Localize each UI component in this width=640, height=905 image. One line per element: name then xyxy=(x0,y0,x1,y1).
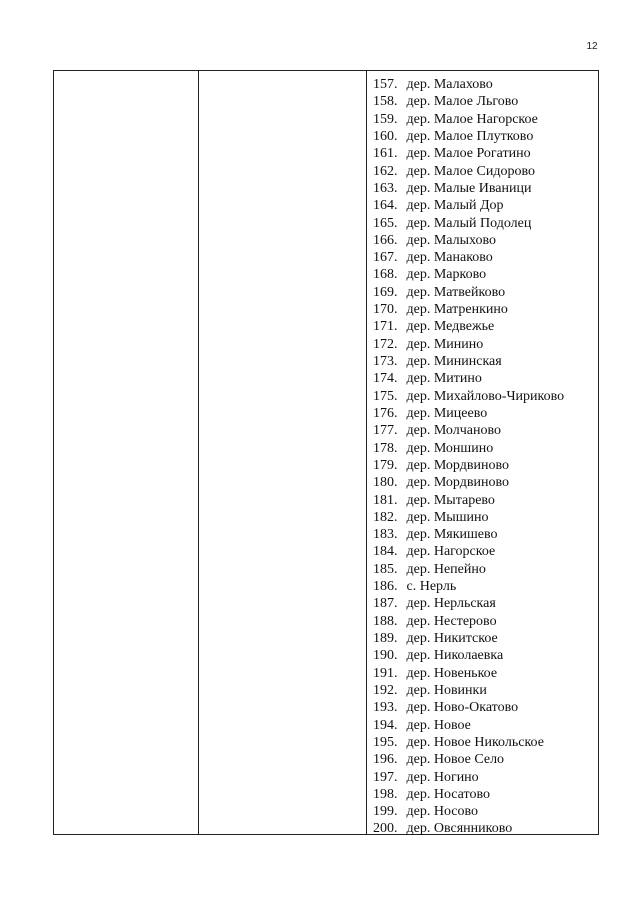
settlement-entry xyxy=(373,422,598,439)
settlement-entry xyxy=(373,769,598,786)
settlement-entry xyxy=(373,613,598,630)
settlement-number: 190. xyxy=(373,648,398,664)
settlement-entry xyxy=(373,232,598,249)
settlement-number: 173. xyxy=(373,354,398,369)
settlements-list xyxy=(373,76,598,838)
settlement-number: 163. xyxy=(373,180,398,196)
settlement-entry xyxy=(373,93,598,110)
settlement-entry xyxy=(373,388,598,405)
settlement-name: дер. Мышино xyxy=(406,509,489,525)
settlement-entry xyxy=(373,128,598,145)
settlement-number: 189. xyxy=(373,631,398,646)
settlement-number: 187. xyxy=(373,596,398,612)
settlement-number: 162. xyxy=(373,163,398,179)
settlement-name: дер. Малыхово xyxy=(406,232,496,248)
settlement-number: 164. xyxy=(373,198,398,214)
settlement-name: дер. Матренкино xyxy=(406,302,508,318)
settlement-name: дер. Молчаново xyxy=(406,423,501,439)
settlement-entry xyxy=(373,457,598,474)
settlement-entry xyxy=(373,786,598,803)
settlement-name: дер. Малое Льгово xyxy=(406,94,519,110)
settlement-entry xyxy=(373,301,598,318)
settlement-name: дер. Малый Подолец xyxy=(406,215,532,231)
settlement-entry xyxy=(373,543,598,560)
settlement-name: дер. Марково xyxy=(406,267,487,283)
settlement-name: дер. Новинки xyxy=(406,682,487,698)
settlement-entry xyxy=(373,284,598,301)
settlement-entry xyxy=(373,820,598,837)
settlement-name: дер. Малые Иваници xyxy=(406,180,532,196)
settlement-name: дер. Малое Рогатино xyxy=(406,146,531,162)
settlement-name: дер. Мякишево xyxy=(406,527,498,543)
settlement-number: 199. xyxy=(373,804,398,820)
settlement-number: 177. xyxy=(373,423,398,439)
settlement-entry xyxy=(373,197,598,214)
settlement-number: 193. xyxy=(373,700,398,716)
settlement-entry xyxy=(373,751,598,768)
settlement-name: дер. Малое Плутково xyxy=(406,128,534,144)
settlement-name: дер. Мининская xyxy=(406,354,502,369)
settlement-entry xyxy=(373,647,598,664)
settlement-number: 197. xyxy=(373,769,398,785)
settlement-name: дер. Носово xyxy=(406,804,479,820)
settlement-entry xyxy=(373,717,598,734)
settlement-number: 194. xyxy=(373,717,398,733)
settlement-number: 161. xyxy=(373,146,398,162)
settlement-entry xyxy=(373,215,598,232)
settlement-number: 184. xyxy=(373,544,398,560)
settlement-name: дер. Михайлово-Чириково xyxy=(406,388,565,404)
settlement-number: 178. xyxy=(373,440,398,456)
settlement-number: 180. xyxy=(373,475,398,491)
settlement-number: 166. xyxy=(373,232,398,248)
settlement-name: дер. Мордвиново xyxy=(406,475,509,491)
settlement-name: дер. Нерльская xyxy=(406,596,496,612)
settlement-entry xyxy=(373,682,598,699)
settlement-number: 186. xyxy=(373,579,398,595)
settlements-table xyxy=(53,70,599,835)
settlement-number: 171. xyxy=(373,319,398,335)
settlement-number: 168. xyxy=(373,267,398,283)
settlement-entry xyxy=(373,699,598,716)
settlement-name: дер. Малое Нагорское xyxy=(406,111,538,127)
settlement-entry xyxy=(373,180,598,197)
settlement-number: 195. xyxy=(373,734,398,750)
settlement-name: дер. Ногино xyxy=(406,769,479,785)
settlement-name: дер. Новое Село xyxy=(406,752,505,768)
settlement-entry xyxy=(373,336,598,353)
settlement-entry xyxy=(373,145,598,162)
settlement-entry xyxy=(373,163,598,180)
settlement-number: 158. xyxy=(373,94,398,110)
settlement-number: 176. xyxy=(373,405,398,421)
page-number: 12 xyxy=(586,41,598,52)
settlement-number: 196. xyxy=(373,752,398,768)
settlement-name: дер. Малое Сидорово xyxy=(406,163,535,179)
settlement-name: дер. Носатово xyxy=(406,786,490,802)
settlement-number: 167. xyxy=(373,250,398,266)
settlement-number: 198. xyxy=(373,786,398,802)
settlements-list-column xyxy=(367,71,598,837)
settlement-name: дер. Матвейково xyxy=(406,284,506,300)
settlement-number: 192. xyxy=(373,682,398,698)
settlement-number: 200. xyxy=(373,821,398,837)
settlement-name: дер. Манаково xyxy=(406,250,493,266)
settlement-name: дер. Новенькое xyxy=(406,665,498,681)
settlement-number: 181. xyxy=(373,492,398,508)
settlement-name: дер. Новое Никольское xyxy=(406,734,544,750)
settlement-entry xyxy=(373,76,598,93)
settlement-entry xyxy=(373,734,598,751)
settlement-number: 157. xyxy=(373,77,398,92)
settlement-name: дер. Медвежье xyxy=(406,319,495,335)
settlement-name: дер. Минино xyxy=(406,336,484,352)
table-column-empty-1 xyxy=(54,71,199,834)
settlement-entry xyxy=(373,474,598,491)
settlement-number: 191. xyxy=(373,665,398,681)
settlement-entry xyxy=(373,561,598,578)
settlement-number: 159. xyxy=(373,111,398,127)
settlement-number: 170. xyxy=(373,302,398,318)
settlement-number: 160. xyxy=(373,128,398,144)
settlement-name: дер. Непейно xyxy=(406,561,486,577)
settlement-entry xyxy=(373,405,598,422)
settlement-entry xyxy=(373,595,598,612)
table-column-empty-2 xyxy=(199,71,367,834)
settlement-name: дер. Мытарево xyxy=(406,492,495,508)
settlement-number: 183. xyxy=(373,527,398,543)
settlement-name: дер. Нестерово xyxy=(406,613,497,629)
settlement-number: 179. xyxy=(373,457,398,473)
settlement-entry xyxy=(373,803,598,820)
settlement-name: дер. Николаевка xyxy=(406,648,504,664)
settlement-number: 169. xyxy=(373,284,398,300)
settlement-name: дер. Нагорское xyxy=(406,544,496,560)
settlement-entry xyxy=(373,111,598,128)
settlement-number: 188. xyxy=(373,613,398,629)
settlement-entry xyxy=(373,353,598,370)
settlement-number: 165. xyxy=(373,215,398,231)
settlement-number: 175. xyxy=(373,388,398,404)
settlement-entry xyxy=(373,318,598,335)
settlement-entry xyxy=(373,249,598,266)
settlement-number: 182. xyxy=(373,509,398,525)
settlement-name: дер. Мордвиново xyxy=(406,457,509,473)
settlement-name: дер. Ново-Окатово xyxy=(406,700,519,716)
settlement-entry xyxy=(373,492,598,509)
settlement-entry xyxy=(373,630,598,647)
settlement-entry xyxy=(373,578,598,595)
settlement-entry xyxy=(373,440,598,457)
settlement-number: 174. xyxy=(373,371,398,387)
settlement-entry xyxy=(373,665,598,682)
settlement-name: с. Нерль xyxy=(406,579,457,595)
settlement-entry xyxy=(373,526,598,543)
settlement-name: дер. Митино xyxy=(406,371,482,387)
settlement-number: 172. xyxy=(373,336,398,352)
settlement-name: дер. Малый Дор xyxy=(406,198,504,214)
settlement-name: дер. Никитское xyxy=(406,631,498,646)
settlement-name: дер. Новое xyxy=(406,717,471,733)
settlement-entry xyxy=(373,370,598,387)
settlement-name: дер. Моншино xyxy=(406,440,494,456)
settlement-entry xyxy=(373,509,598,526)
settlement-name: дер. Малахово xyxy=(406,77,493,92)
settlement-entry xyxy=(373,266,598,283)
settlement-name: дер. Мицеево xyxy=(406,405,488,421)
settlement-number: 185. xyxy=(373,561,398,577)
settlement-name: дер. Овсянниково xyxy=(406,821,513,837)
